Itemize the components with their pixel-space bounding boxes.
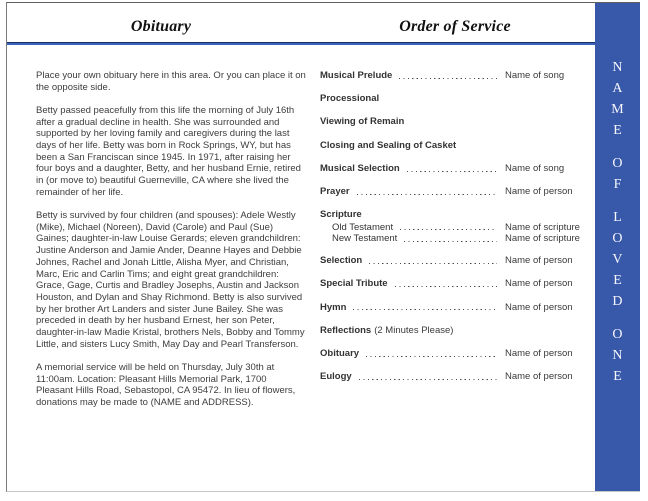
order-item-label: Closing and Sealing of Casket [320, 139, 457, 151]
order-item-label: Processional [320, 93, 380, 105]
order-item-value: Name of person [505, 371, 573, 383]
order-item-label: Musical Prelude [320, 70, 393, 81]
dotted-leader [400, 229, 497, 231]
order-item-musical-prelude [320, 70, 585, 81]
page-header-row [7, 3, 595, 42]
order-item-label: Musical Selection [320, 162, 400, 174]
order-item-scripture [320, 209, 585, 220]
obituary-header-cell [7, 18, 315, 42]
order-item-label: Eulogy [320, 371, 352, 383]
order-of-service-column [315, 70, 595, 491]
page-columns [7, 45, 595, 491]
order-item-value: Name of person [505, 185, 573, 197]
order-item-prayer [320, 186, 585, 197]
order-item-value: Name of person [505, 278, 573, 290]
order-item-hymn [320, 302, 585, 313]
order-of-service-header-cell [315, 18, 595, 42]
obituary-column [7, 70, 315, 491]
obituary-title: Obituary [130, 18, 192, 35]
obituary-paragraph: A memorial service will be held on Thursday, July 30th at 11:00am. Location: Pleasant Hills Memorial Park, 1700 Pleasant Hills Road, Sebastopol, CA 95472. In lieu of flowers, donations may be made to (NAME and ADDRESS). [36, 361, 296, 409]
order-item-value: Name of person [505, 301, 573, 313]
order-item-reflections [320, 325, 585, 336]
dotted-leader [366, 355, 497, 357]
order-of-service-title: Order of Service [399, 18, 511, 35]
dotted-leader [404, 240, 497, 242]
obituary-placeholder-paragraph: Place your own obituary here in this area. Or you can place it on the opposite side. [36, 70, 306, 93]
order-subitem-old-testament [320, 222, 585, 233]
page-main-area [7, 3, 595, 491]
order-item-label: Reflections [320, 324, 372, 336]
obituary-paragraph: Betty passed peacefully from this life the morning of July 16th after a gradual decline in health. She was surrounded and supported by her loving family and caregivers during the last days of her life. Betty was born in Rock Springs, WY, but has been a San Franciscan since 1945. In 1971, after raising her four boys and a daughter, Betty, and her husband Ernie, retired in (or move to) beautiful Guerneville, CA where she lived the remainder of her life. [36, 104, 301, 198]
order-subitem-label: Old Testament [332, 221, 394, 233]
sidebar-vertical-text: N A M E O F L O V E D O N E [611, 60, 624, 384]
order-item-label: Obituary [320, 347, 360, 359]
order-item-label: Prayer [320, 185, 350, 197]
order-subitem-label: New Testament [332, 233, 398, 245]
order-item-viewing-of-remain [320, 116, 585, 127]
dotted-leader [395, 285, 497, 287]
order-item-eulogy [320, 371, 585, 382]
order-item-label: Special Tribute [320, 278, 388, 290]
order-item-obituary [320, 348, 585, 359]
name-of-loved-one-sidebar [595, 3, 640, 491]
dotted-leader [399, 77, 497, 79]
dotted-leader [369, 262, 497, 264]
order-item-label: Selection [320, 255, 363, 267]
order-item-processional [320, 93, 585, 104]
order-item-selection [320, 255, 585, 266]
order-subitem-value: Name of scripture [505, 221, 580, 233]
order-item-value: Name of song [505, 70, 565, 81]
funeral-program-page [6, 2, 640, 492]
order-item-scripture-group [320, 209, 585, 244]
dotted-leader [357, 193, 497, 195]
order-item-label: Scripture [320, 209, 362, 221]
dotted-leader [407, 170, 497, 172]
order-item-label: Hymn [320, 301, 347, 313]
dotted-leader [353, 309, 497, 311]
order-item-closing-and-sealing [320, 140, 585, 151]
order-item-value: Name of person [505, 347, 573, 359]
order-item-value: Name of song [505, 162, 565, 174]
order-item-label: Viewing of Remain [320, 116, 405, 128]
order-item-note: (2 Minutes Please) [374, 324, 454, 336]
order-subitem-value: Name of scripture [505, 233, 580, 245]
order-item-musical-selection [320, 163, 585, 174]
dotted-leader [359, 378, 497, 380]
order-item-special-tribute [320, 278, 585, 289]
order-item-value: Name of person [505, 255, 573, 267]
obituary-paragraph: Betty is survived by four children (and spouses): Adele Westly (Mike), Michael (Noreen), David (Carole) and Paul (Sue) Gaines; daughter-in-law Louise Gerards; eleven grandchildren: Justine Anderson and Jamie Ander, Deanne Hayes and Debbie Johnes, Rachel and Jonah Little, Alisha Myer, and Christian, Marc, Eric and Carlin Tims; and eight great grandchildren: Grace, Gage, Curtis and Bradley Josephs, Austin and Jackson Houston, and Dylan and Shay Richmond. Betty is also survived by her brother Art Landers and sister June Bailey. She was preceded in death by her husband Ernest, her son Peter, daughter-in-law Madie Kristal, brothers Nels, Bobby and Tommy Little, and sisters Lucy Smith, May Day and Pearl Transferson. [36, 210, 305, 350]
order-subitem-new-testament [320, 233, 585, 244]
